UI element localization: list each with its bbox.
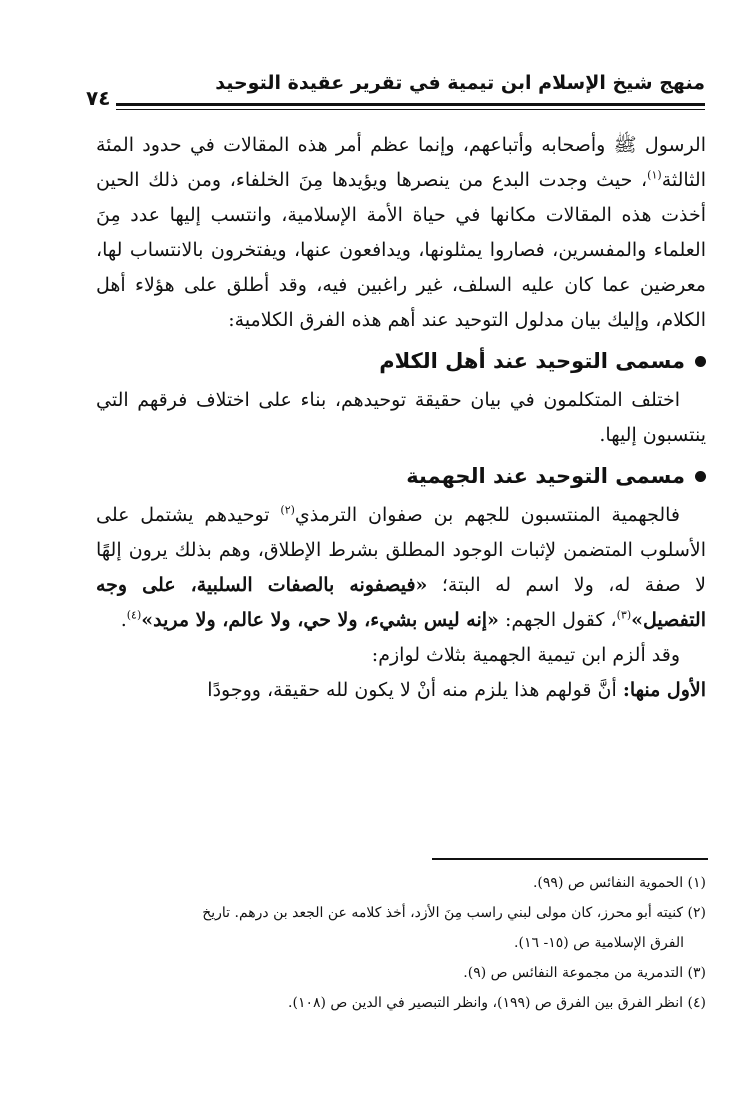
paragraph: وقد ألزم ابن تيمية الجهمية بثلاث لوازم: [371,644,680,666]
section-heading: مسمى التوحيد عند أهل الكلام [96,344,706,379]
intro-paragraph: الرسول ﷺ وأصحابه وأتباعهم، وإنما عظم أمر هذه المقالات في حدود المئة الثالثة$^{(١)}$، حيث وجدت البدع من ينصرها ويؤيدها مِنَ الخلفاء، ومن ذلك الحين أخذت هذه المقالات مكانها في حياة الأمة الإسلامية، وانتسب إليها عدد مِنَ العلماء والمفسرين، فصاروا يمثلونها، ويدافعون عنها، ويفتخرون بالانتساب لها، معرضين عما كان عليه السلف، غير راغبين فيه، وقد أطلق على هؤلاء أهل الكلام، وإليك بيان مدلول التوحيد عند أهم هذه الفرق الكلامية: [96,134,706,331]
footnote-ref: (١) [647,168,662,182]
footnote-divider [432,858,708,860]
footnote: (٤) انظر الفرق بين الفرق ص (١٩٩)، وانظر التبصير في الدين ص (١٠٨). [288,995,706,1011]
footnote-ref: (٢) [280,503,295,517]
quote: «فيصفونه بالصفات السلبية، على وجه التفصيل» [96,574,706,631]
quote: «إنه ليس بشيء، ولا حي، ولا عالم، ولا مريد» [141,609,499,631]
paragraph: فالجهمية المنتسبون للجهم بن صفوان الترمذي$^{(٢)}$ توحيدهم يشتمل على الأسلوب المتضمن لإثبات الوجود المطلق بشرط الإطلاق، وهم بذلك يرون إلهًا لا صفة له، ولا اسم له البتة؛ «فيصفونه بالصفات السلبية، على وجه التفصيل»$^{(٣)}$، كقول الجهم: «إنه ليس بشيء، ولا حي، ولا عالم، ولا مريد»$^{(٤)}$. [96,503,706,631]
footnote: (٣) التدمرية من مجموعة النفائس ص (٩). [463,965,706,981]
footnote-ref: (٤) [126,608,142,622]
footnote-continuation: الفرق الإسلامية ص (١٥- ١٦). [514,935,684,951]
footnote: (١) الحموية النفائس ص (٩٩). [532,875,706,891]
section-heading: مسمى التوحيد عند الجهمية [96,459,706,494]
footnote-ref: (٣) [616,608,632,622]
footnote: (٢) كنيته أبو محرز، كان مولى لبني راسب مِنَ الأزد، أخذ كلامه عن الجعد بن درهم. تاريخ [202,905,706,921]
page-number: ٧٤ [80,86,116,110]
paragraph: الأول منها: أنَّ قولهم هذا يلزم منه أنْ لا يكون لله حقيقة، ووجودًا [207,679,706,701]
page-header [80,72,705,120]
header-rule [80,103,705,106]
footnotes [96,868,706,1018]
header-rule-thin [80,109,705,110]
running-title: منهج شيخ الإسلام ابن تيمية في تقرير عقيدة التوحيد [215,72,705,94]
bullet-icon [695,471,706,482]
main-text [96,128,706,708]
paragraph: اختلف المتكلمون في بيان حقيقة توحيدهم، بناء على اختلاف فرقهم التي ينتسبون إليها. [96,389,706,446]
bullet-icon [695,356,706,367]
